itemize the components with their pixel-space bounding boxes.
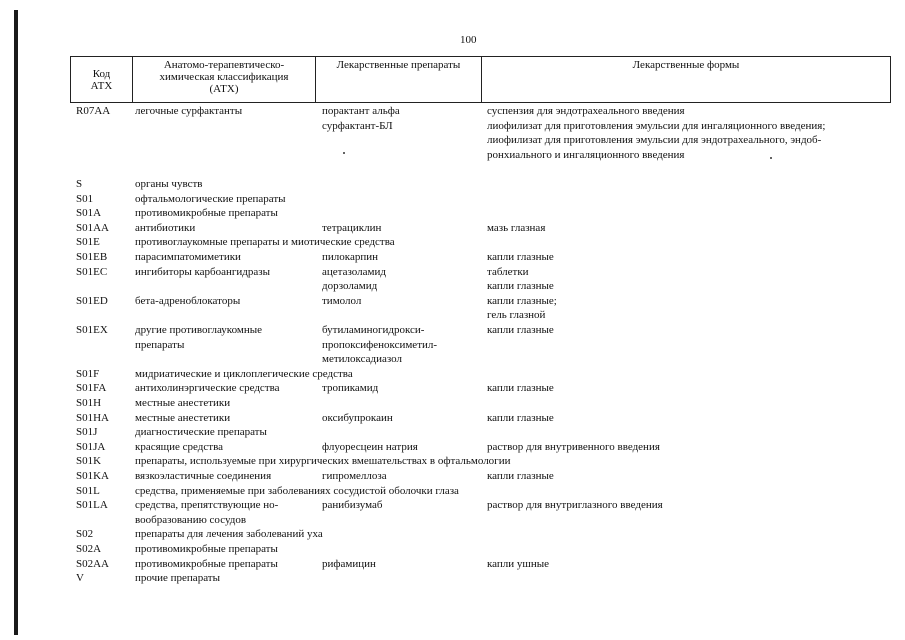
row-code: S01J bbox=[76, 426, 98, 439]
row-classification: противомикробные препараты bbox=[135, 207, 278, 220]
row-classification: противомикробные препараты bbox=[135, 543, 278, 555]
row-code: S01K bbox=[76, 455, 102, 468]
row-code: S01FA bbox=[76, 382, 107, 395]
row-classification: ингибиторы карбоангидразы bbox=[135, 265, 270, 278]
row-code: S01E bbox=[76, 236, 100, 249]
row-code: S01EB bbox=[76, 251, 108, 263]
row-drug: рифамицин bbox=[322, 557, 376, 570]
row-classification: препараты для лечения заболеваний уха bbox=[135, 528, 323, 541]
row-drug: пилокарпин bbox=[322, 251, 378, 263]
row-classification: другие противоглаукомные препараты bbox=[135, 324, 262, 351]
row-form: капли глазные bbox=[487, 251, 554, 263]
row-code: S02A bbox=[76, 543, 102, 555]
row-classification: органы чувств bbox=[135, 178, 203, 190]
row-code: S01L bbox=[76, 484, 100, 497]
row-classification: легочные сурфактанты bbox=[135, 105, 243, 117]
row-code: S01JA bbox=[76, 440, 106, 453]
row-classification: местные анестетики bbox=[135, 411, 231, 424]
row-classification: средства, препятствующие но- вообразованию сосудов bbox=[135, 499, 279, 526]
row-form: раствор для внутриглазного введения bbox=[487, 499, 663, 512]
row-code: S bbox=[76, 178, 83, 190]
row-form: капли глазные; гель глазной bbox=[487, 294, 557, 322]
header-forms-text: Лекарственные формы bbox=[632, 59, 740, 71]
row-code: V bbox=[76, 572, 84, 585]
row-classification: местные анестетики bbox=[135, 397, 231, 409]
row-classification: антихолинэргические средства bbox=[135, 382, 280, 395]
row-classification: вязкоэластичные соединения bbox=[135, 470, 272, 482]
row-classification: мидриатические и циклоплегические средства bbox=[135, 367, 353, 380]
row-code: S01F bbox=[76, 367, 100, 380]
row-code: R07AA bbox=[76, 105, 111, 117]
row-classification: бета-адреноблокаторы bbox=[135, 294, 241, 307]
row-classification: препараты, используемые при хирургических вмешательствах в офтальмологии bbox=[135, 455, 511, 468]
row-form: капли глазные bbox=[487, 382, 554, 395]
row-classification: офтальмологические препараты bbox=[135, 192, 286, 205]
row-code: S01A bbox=[76, 207, 102, 220]
header-classification-text: Анатомо-терапевтическо- химическая классификация (АТХ) bbox=[159, 59, 289, 95]
row-drug: бутиламиногидрокси- пропоксифеноксиметил- метилоксадиазол bbox=[322, 324, 438, 366]
row-form: капли ушные bbox=[487, 557, 550, 570]
row-form: суспензия для эндотрахеального введения лиофилизат для приготовления эмульсии для ингаляционного введения; лиофилизат для приготовления эмульсии для эндотрахеального, эндоб- ронхиального и ингаляционного введения bbox=[487, 105, 826, 161]
row-drug: порактант альфа сурфактант-БЛ bbox=[322, 105, 400, 132]
row-drug: ацетазоламид дорзоламид bbox=[322, 265, 386, 293]
row-form: капли глазные bbox=[487, 470, 554, 482]
row-code: S01H bbox=[76, 397, 102, 409]
page-number: 100 bbox=[460, 34, 477, 46]
row-code: S01AA bbox=[76, 221, 110, 234]
row-code: S01KA bbox=[76, 470, 110, 482]
row-form: таблетки капли глазные bbox=[487, 265, 554, 293]
row-drug: тетрациклин bbox=[322, 221, 382, 234]
row-classification: красящие средства bbox=[135, 440, 223, 453]
row-code: S01 bbox=[76, 192, 94, 205]
row-drug: флуоресцеин натрия bbox=[322, 440, 418, 453]
row-drug: ранибизумаб bbox=[322, 499, 383, 512]
row-drug: оксибупрокаин bbox=[322, 411, 393, 424]
row-code: S01HA bbox=[76, 411, 110, 424]
row-drug: тимолол bbox=[322, 294, 362, 307]
header-drugs-text: Лекарственные препараты bbox=[336, 59, 461, 71]
row-code: S02 bbox=[76, 528, 94, 541]
row-form: мазь глазная bbox=[487, 221, 546, 234]
row-classification: прочие препараты bbox=[135, 572, 220, 585]
scan-speck bbox=[770, 157, 772, 159]
row-classification: диагностические препараты bbox=[135, 426, 267, 439]
row-classification: антибиотики bbox=[135, 221, 196, 234]
row-classification: средства, применяемые при заболеваниях сосудистой оболочки глаза bbox=[135, 484, 459, 497]
row-code: S01EX bbox=[76, 324, 108, 336]
row-form: капли глазные bbox=[487, 324, 554, 336]
row-drug: тропикамид bbox=[322, 382, 379, 395]
scan-speck bbox=[343, 152, 345, 154]
row-classification: противомикробные препараты bbox=[135, 557, 278, 570]
header-code-text: Код АТХ bbox=[90, 67, 113, 92]
row-classification: парасимпатомиметики bbox=[135, 251, 241, 263]
row-form: капли глазные bbox=[487, 411, 554, 424]
row-code: S01ED bbox=[76, 294, 108, 307]
row-code: S01LA bbox=[76, 499, 108, 512]
row-classification: противоглаукомные препараты и миотические средства bbox=[135, 236, 395, 249]
row-code: S01EC bbox=[76, 265, 108, 278]
row-drug: гипромеллоза bbox=[322, 470, 387, 482]
row-form: раствор для внутривенного введения bbox=[487, 440, 660, 453]
row-code: S02AA bbox=[76, 557, 110, 570]
